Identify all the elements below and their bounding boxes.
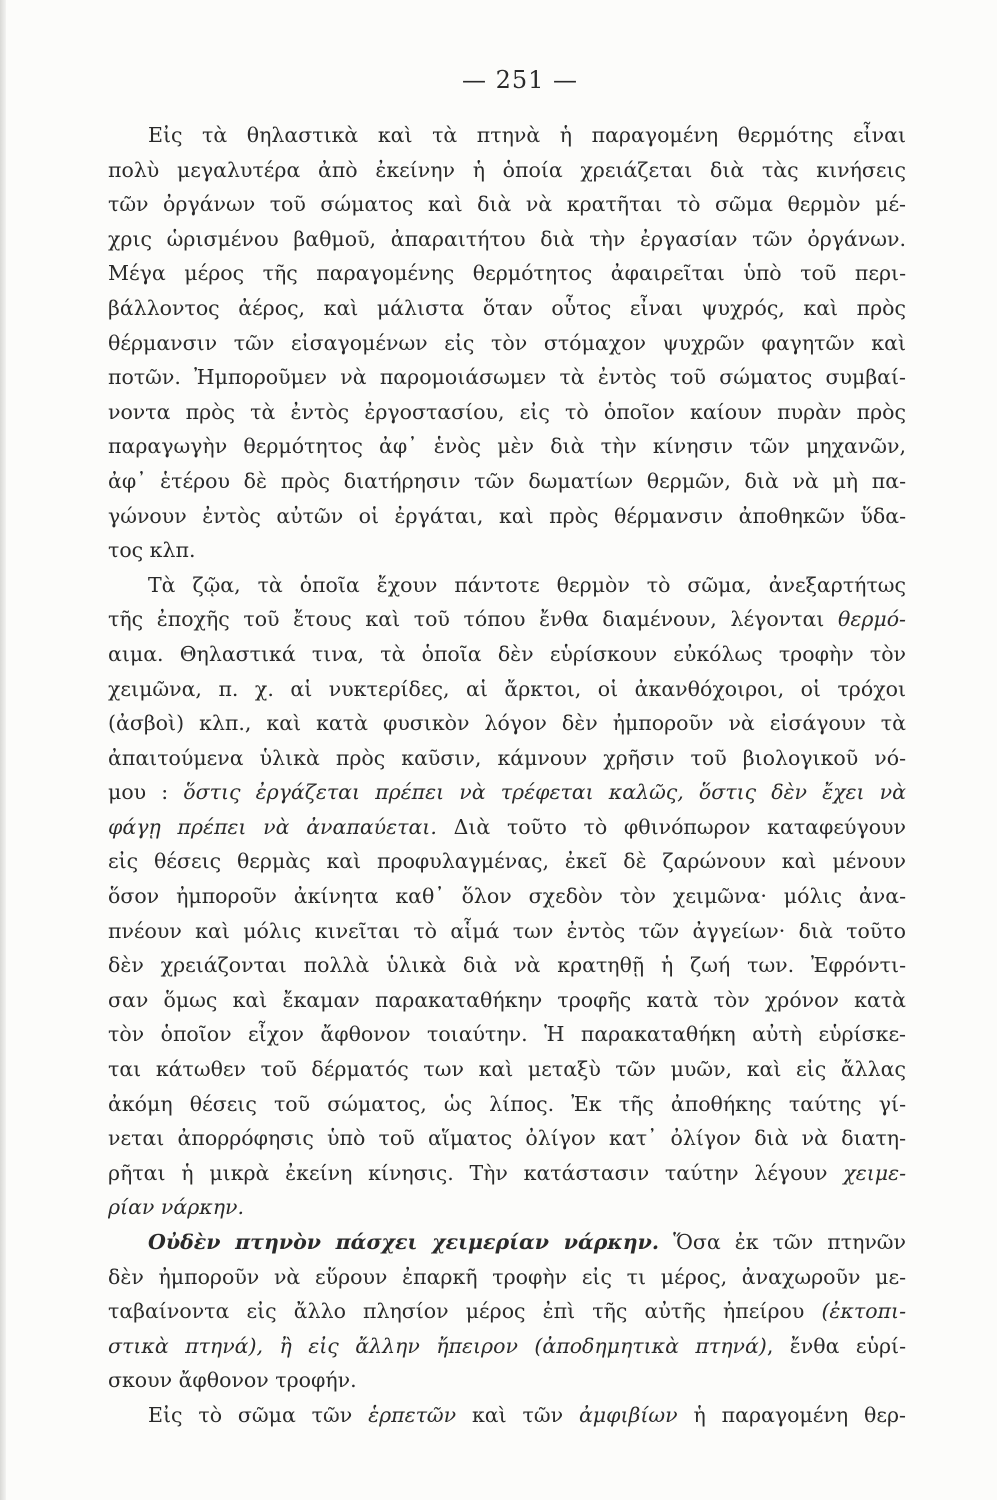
text-line: [108, 1225, 906, 1260]
bold-heading: Οὐδὲν πτηνὸν πάσχει χειμερίαν νάρκην.: [148, 1230, 659, 1254]
text-run: , ἔνθα εὑρί-: [766, 1333, 906, 1358]
text-line: [108, 1398, 906, 1433]
text-line: ἀκόμη θέσεις τοῦ σώματος, ὡς λίπος. Ἐκ τῆς ἀποθήκης ταύτης γί-: [108, 1091, 906, 1116]
text-line: [108, 1294, 906, 1329]
text-line: νοντα πρὸς τὰ ἐντὸς ἐργοστασίου, εἰς τὸ ὁποῖον καίουν πυρὰν πρὸς: [108, 399, 906, 424]
text-run: μου :: [108, 780, 169, 805]
text-line: βάλλοντος ἀέρος, καὶ μάλιστα ὅταν οὗτος εἶναι ψυχρός, καὶ πρὸς: [108, 295, 906, 320]
text-line: θέρμανσιν τῶν εἰσαγομένων εἰς τὸν στόμαχον ψυχρῶν φαγητῶν καὶ: [108, 330, 906, 355]
text-run: ἡ παραγομένη θερ-: [693, 1402, 906, 1427]
text-line: [108, 602, 906, 637]
text-line: [108, 810, 906, 845]
text-line: εἰς θέσεις θερμὰς καὶ προφυλαγμένας, ἐκεῖ δὲ ζαρώνουν καὶ μένουν: [108, 849, 906, 874]
italic-term: στικὰ πτηνά), ἢ εἰς ἄλλην ἤπειρον: [108, 1333, 518, 1358]
text-run: Εἰς τὸ σῶμα τῶν: [148, 1402, 353, 1427]
italic-term: θερμό-: [838, 607, 906, 632]
italic-term: (ἀποδημητικὰ πτηνά): [534, 1333, 767, 1358]
text-line: τὸν ὁποῖον εἶχον ἄφθονον τοιαύτην. Ἡ παρακαταθήκη αὐτὴ εὑρίσκε-: [108, 1022, 906, 1047]
italic-quote: ὅστις ἐργάζεται πρέπει νὰ τρέφεται καλῶς, ὅστις δὲν ἔχει νὰ: [183, 780, 906, 805]
text-line: [108, 1190, 906, 1225]
italic-term: ἀμφιβίων: [578, 1402, 678, 1427]
italic-term: ἑρπετῶν: [368, 1402, 457, 1427]
text-line: τος κλπ.: [108, 538, 196, 563]
text-line: [108, 775, 906, 810]
text-line: (ἀσβοὶ) κλπ., καὶ κατὰ φυσικὸν λόγον δὲν ἠμποροῦν νὰ εἰσάγουν τὰ: [108, 711, 906, 736]
text-run: ρῆται ἡ μικρὰ ἐκείνη κίνησις. Τὴν κατάστασιν ταύτην λέγουν: [108, 1160, 828, 1185]
text-run: ταβαίνοντα εἰς ἄλλο πλησίον μέρος ἐπὶ τῆς αὐτῆς ἠπείρου: [108, 1299, 805, 1324]
text-line: χειμῶνα, π. χ. αἱ νυκτερίδες, αἱ ἄρκτοι, οἱ ἀκανθόχοιροι, οἱ τρόχοι: [108, 676, 906, 701]
body-text: [108, 118, 906, 1433]
text-line: παραγωγὴν θερμότητος ἀφ᾽ ἑνὸς μὲν διὰ τὴν κίνησιν τῶν μηχανῶν,: [108, 434, 906, 459]
text-run: τῆς ἐποχῆς τοῦ ἔτους καὶ τοῦ τόπου ἔνθα διαμένουν, λέγονται: [108, 607, 825, 632]
text-run: καὶ τῶν: [471, 1402, 564, 1427]
text-run: Διὰ τοῦτο τὸ φθινόπωρον καταφεύγουν: [453, 814, 906, 839]
text-line: πολὺ μεγαλυτέρα ἀπὸ ἐκείνην ἡ ὁποία χρειάζεται διὰ τὰς κινήσεις: [108, 157, 906, 182]
italic-term: ρίαν νάρκην.: [108, 1195, 244, 1220]
text-line: σαν ὅμως καὶ ἔκαμαν παρακαταθήκην τροφῆς κατὰ τὸν χρόνον κατὰ: [108, 987, 906, 1012]
page-edge-shadow: [0, 0, 6, 1500]
text-line: Μέγα μέρος τῆς παραγομένης θερμότητος ἀφαιρεῖται ὑπὸ τοῦ περι-: [108, 261, 906, 286]
text-line: αιμα. Θηλαστικά τινα, τὰ ὁποῖα δὲν εὑρίσκουν εὐκόλως τροφὴν τὸν: [108, 641, 906, 666]
text-line: ἀφ᾽ ἑτέρου δὲ πρὸς διατήρησιν τῶν δωματίων θερμῶν, διὰ νὰ μὴ πα-: [108, 468, 906, 493]
italic-quote: φάγῃ πρέπει νὰ ἀναπαύεται.: [108, 814, 437, 839]
italic-term: χειμε-: [843, 1160, 906, 1185]
text-line: ὅσον ἠμποροῦν ἀκίνητα καθ᾽ ὅλον σχεδὸν τὸν χειμῶνα· μόλις ἀνα-: [108, 884, 906, 909]
text-line: τῶν ὀργάνων τοῦ σώματος καὶ διὰ νὰ κρατῆται τὸ σῶμα θερμὸν μέ-: [108, 192, 906, 217]
text-run: Ὅσα ἐκ τῶν πτηνῶν: [673, 1230, 906, 1254]
text-line: ται κάτωθεν τοῦ δέρματός των καὶ μεταξὺ τῶν μυῶν, καὶ εἰς ἄλλας: [108, 1057, 906, 1082]
text-line: πνέουν καὶ μόλις κινεῖται τὸ αἷμά των ἐντὸς τῶν ἀγγείων· διὰ τοῦτο: [108, 918, 906, 943]
text-line: Τὰ ζῷα, τὰ ὁποῖα ἔχουν πάντοτε θερμὸν τὸ σῶμα, ἀνεξαρτήτως: [148, 572, 906, 597]
text-line: ἀπαιτούμενα ὑλικὰ πρὸς καῦσιν, κάμνουν χρῆσιν τοῦ βιολογικοῦ νό-: [108, 745, 906, 770]
text-line: δὲν ἠμποροῦν νὰ εὕρουν ἐπαρκῆ τροφὴν εἰς τι μέρος, ἀναχωροῦν με-: [108, 1264, 906, 1289]
page-number: — 251 —: [461, 66, 579, 94]
text-line: σκουν ἄφθονον τροφήν.: [108, 1368, 357, 1393]
text-line: ποτῶν. Ἠμποροῦμεν νὰ παρομοιάσωμεν τὰ ἐντὸς τοῦ σώματος συμβαί-: [108, 365, 906, 390]
text-line: νεται ἀπορρόφησις ὑπὸ τοῦ αἵματος ὀλίγον κατ᾽ ὀλίγον διὰ νὰ διατη-: [108, 1126, 906, 1151]
text-line: [108, 1329, 906, 1364]
italic-term: (ἐκτοπι-: [821, 1299, 906, 1324]
text-line: Εἰς τὰ θηλαστικὰ καὶ τὰ πτηνὰ ἡ παραγομένη θερμότης εἶναι: [148, 123, 906, 147]
text-line: γώνουν ἐντὸς αὐτῶν οἱ ἐργάται, καὶ πρὸς θέρμανσιν ἀποθηκῶν ὕδα-: [108, 503, 906, 528]
text-line: δὲν χρειάζονται πολλὰ ὑλικὰ διὰ νὰ κρατηθῇ ἡ ζωή των. Ἐφρόντι-: [108, 953, 906, 978]
text-line: [108, 1156, 906, 1191]
text-line: χρις ὡρισμένου βαθμοῦ, ἀπαραιτήτου διὰ τὴν ἐργασίαν τῶν ὀργάνων.: [108, 226, 906, 251]
